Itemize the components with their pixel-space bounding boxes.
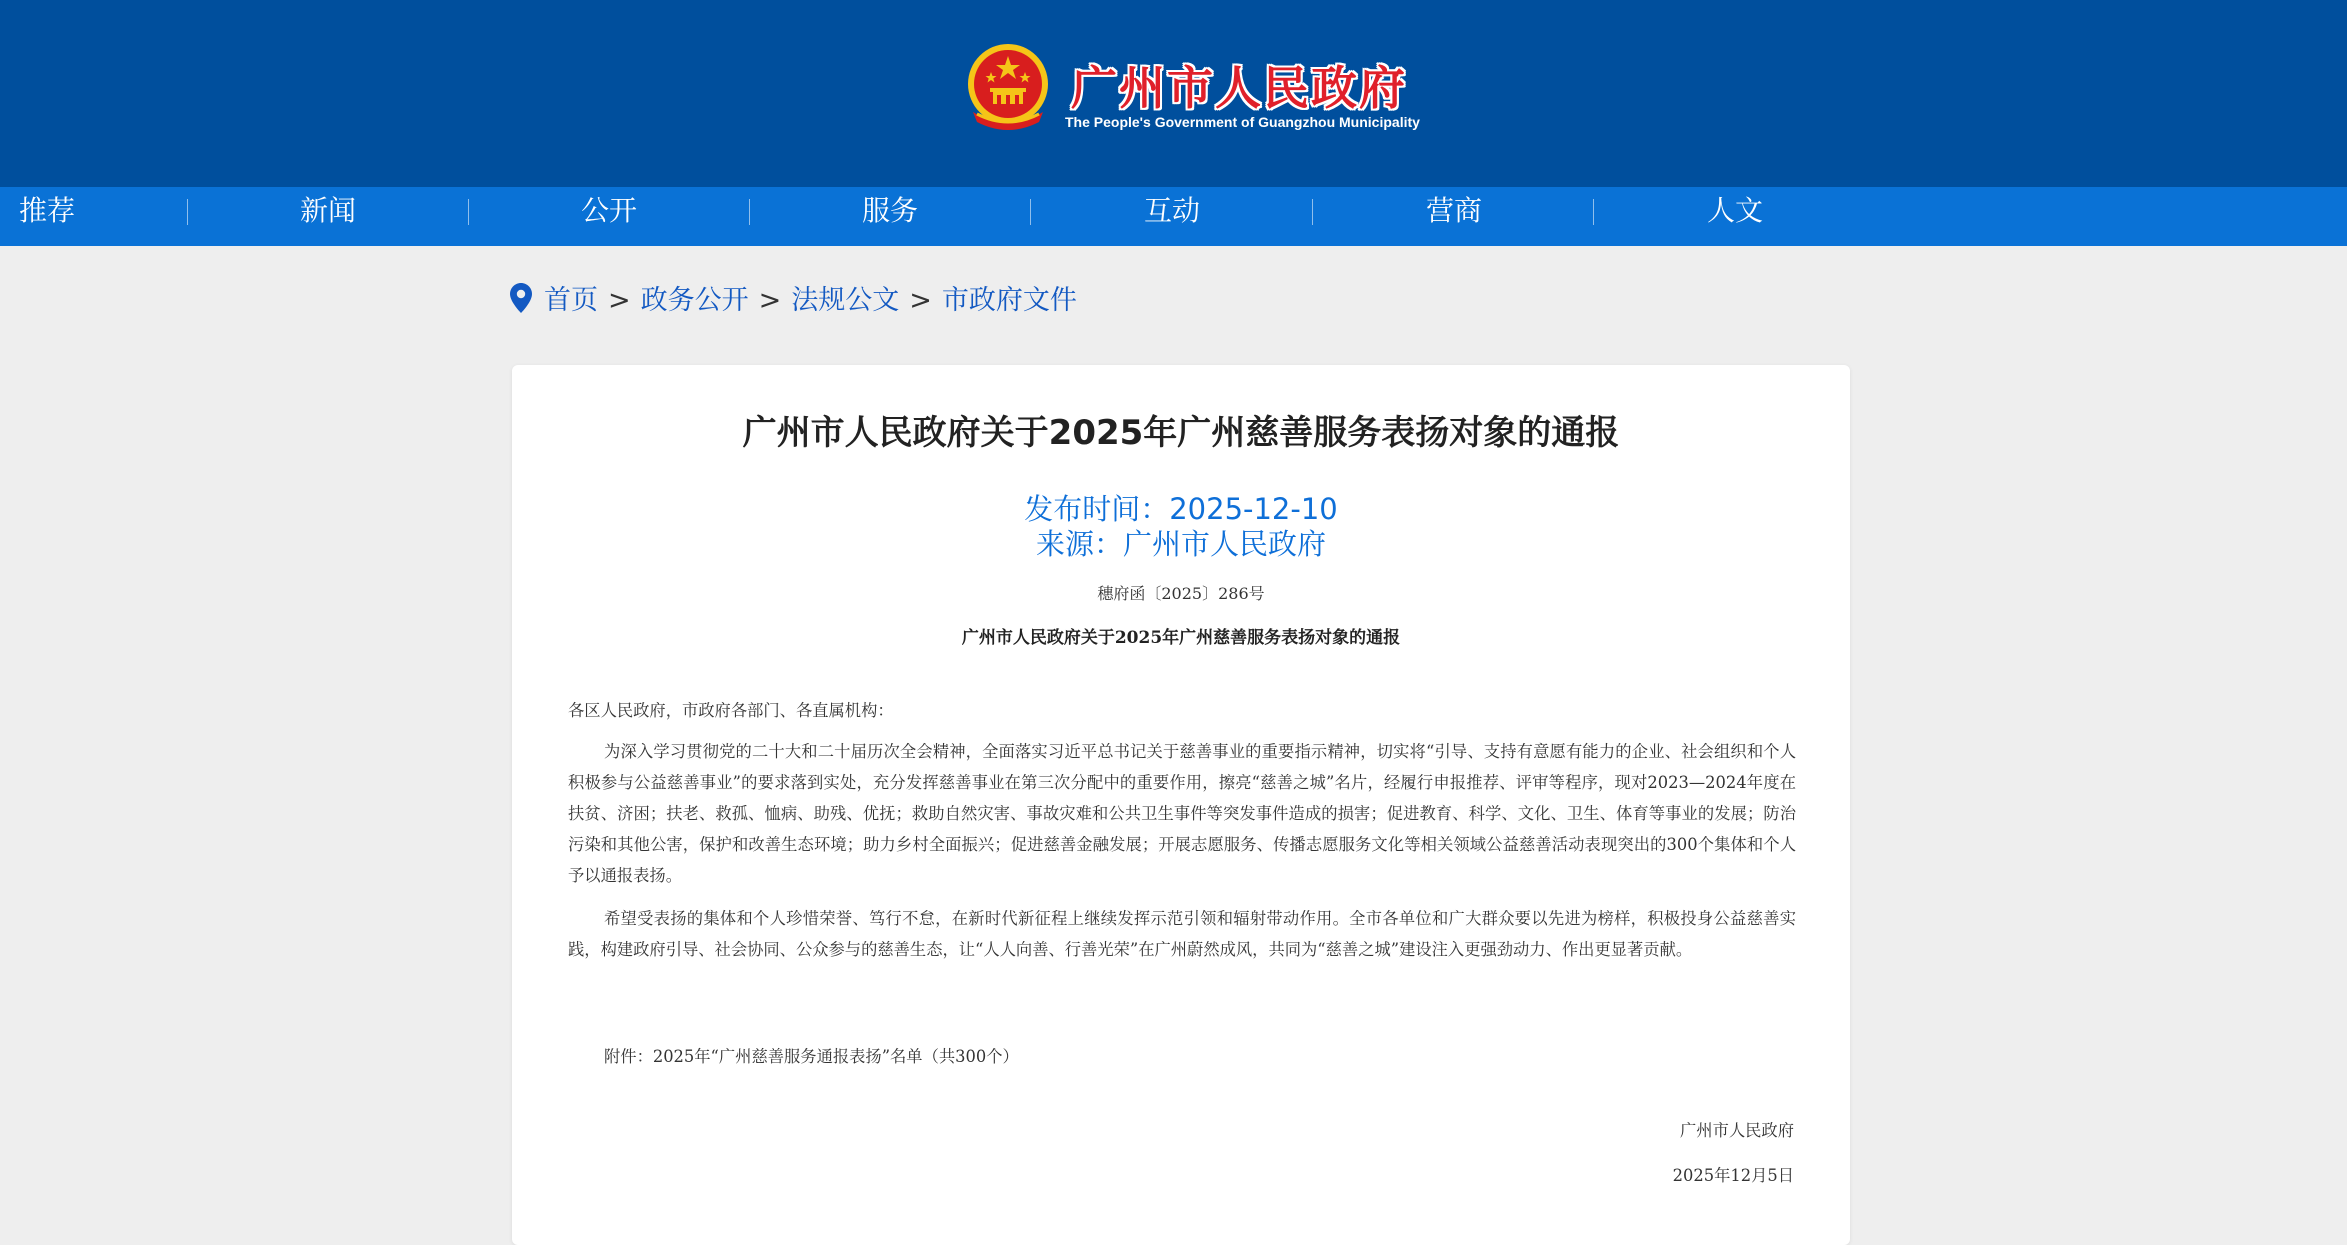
- breadcrumb-separator: >: [758, 285, 782, 316]
- site-logo[interactable]: [963, 42, 1420, 142]
- national-emblem-icon: [963, 42, 1053, 134]
- location-pin-icon: [510, 283, 532, 313]
- publish-time: 发布时间：2025-12-10: [1024, 492, 1338, 526]
- site-name-cn: 广州市人民政府: [1071, 61, 1407, 115]
- breadcrumb: [510, 279, 1077, 323]
- nav-item-recommend[interactable]: 推荐: [18, 194, 75, 227]
- document-number: 穗府函〔2025〕286号: [1097, 584, 1265, 603]
- nav-item-interaction[interactable]: 互动: [1143, 194, 1200, 227]
- nav-item-service[interactable]: 服务: [861, 194, 918, 227]
- breadcrumb-separator: >: [608, 285, 631, 316]
- breadcrumb-home[interactable]: 首页: [544, 285, 598, 316]
- article-source: 来源：广州市人民政府: [1035, 527, 1326, 561]
- main-nav: [0, 187, 2347, 246]
- signature: 广州市人民政府: [1680, 1121, 1794, 1140]
- nav-item-business[interactable]: 营商: [1425, 194, 1482, 227]
- breadcrumb-separator: >: [909, 285, 932, 316]
- article-card: [512, 365, 1850, 1245]
- attachment-note[interactable]: 附件：2025年“广州慈善服务通报表扬”名单（共300个）: [604, 1047, 1019, 1066]
- document-subtitle: 广州市人民政府关于2025年广州慈善服务表扬对象的通报: [961, 628, 1401, 648]
- breadcrumb-gov-affairs[interactable]: 政务公开: [640, 285, 749, 316]
- nav-item-culture[interactable]: 人文: [1706, 194, 1763, 227]
- nav-item-news[interactable]: 新闻: [299, 194, 356, 227]
- issue-date: 2025年12月5日: [1672, 1166, 1794, 1185]
- site-name-en: The People's Government of Guangzhou Municipality: [1065, 114, 1420, 130]
- paragraph-1: 为深入学习贯彻党的二十大和二十届历次全会精神，全面落实习近平总书记关于慈善事业的重要指示精神，切实将“引导、支持有意愿有能力的企业、社会组织和个人积极参与公益慈善事业”的要求落到实处，充分发挥慈善事业在第三次分配中的重要作用，擦亮“慈善之城”名片，经履行申报推荐、评审等程序，现对2023—2024年度在扶贫、济困；扶老、救孤、恤病、助残、优抚；救助自然灾害、事故灾难和公共卫生事件等突发事件造成的损害；促进教育、科学、文化、卫生、体育等事业的发展；防治污染和其他公害，保护和改善生态环境；助力乡村全面振兴；促进慈善金融发展；开展志愿服务、传播志愿服务文化等相关领域公益慈善活动表现突出的300个集体和个人予以通报表扬。: [568, 742, 1796, 885]
- nav-item-open[interactable]: 公开: [580, 194, 637, 227]
- article-title: 广州市人民政府关于2025年广州慈善服务表扬对象的通报: [742, 413, 1620, 453]
- site-header: [0, 0, 2347, 187]
- breadcrumb-gov-documents[interactable]: 市政府文件: [941, 285, 1077, 316]
- paragraph-2: 希望受表扬的集体和个人珍惜荣誉、笃行不怠，在新时代新征程上继续发挥示范引领和辐射带动作用。全市各单位和广大群众要以先进为榜样，积极投身公益慈善实践，构建政府引导、社会协同、公众参与的慈善生态，让“人人向善、行善光荣”在广州蔚然成风，共同为“慈善之城”建设注入更强劲动力、作出更显著贡献。: [568, 909, 1796, 959]
- salutation: 各区人民政府，市政府各部门、各直属机构：: [568, 701, 894, 720]
- breadcrumb-regulations[interactable]: 法规公文: [791, 285, 900, 316]
